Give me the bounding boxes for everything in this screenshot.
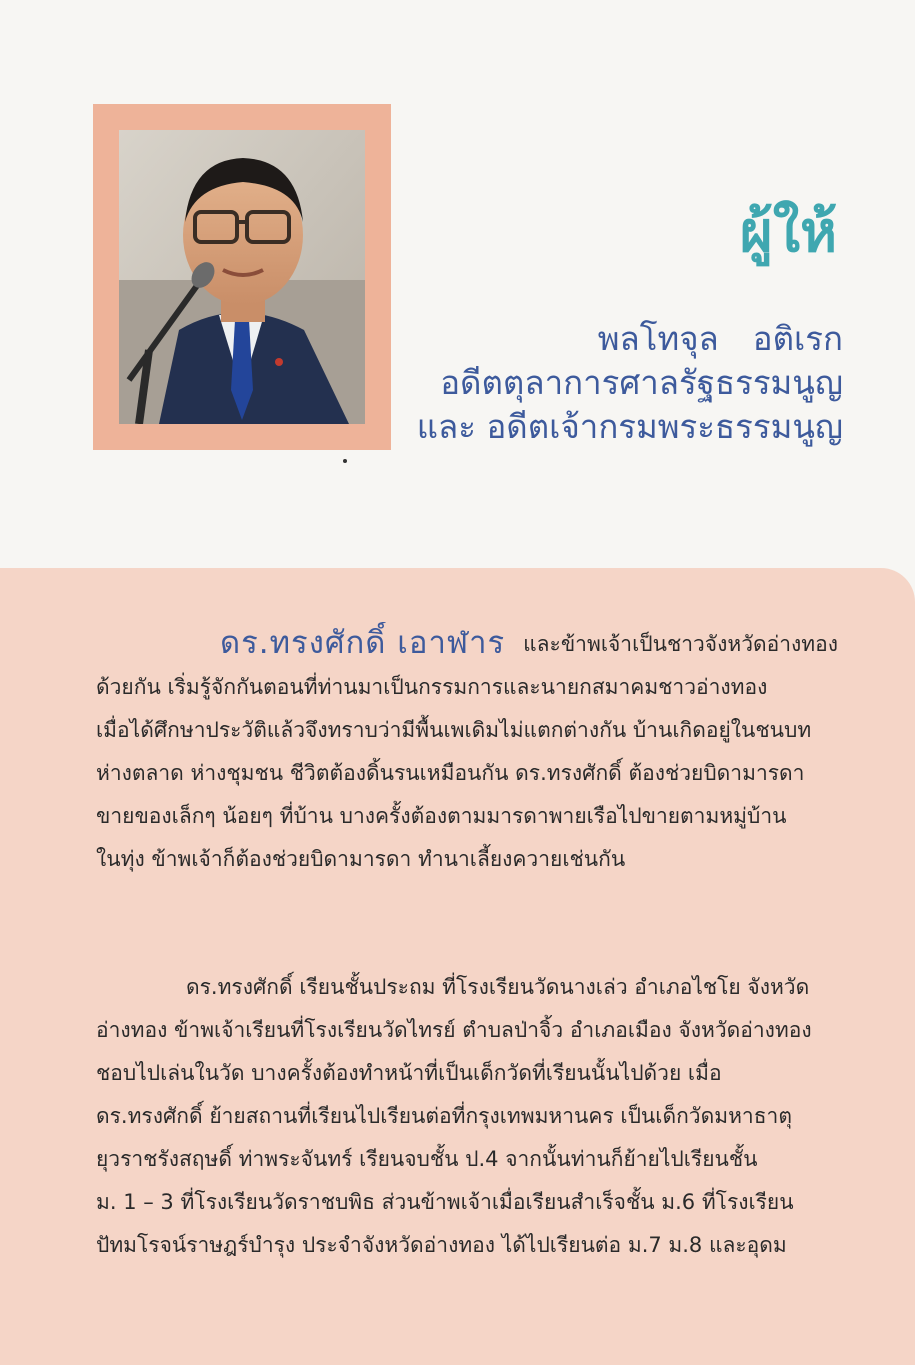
paragraph-2 <box>96 966 838 1267</box>
text-line: ขายของเล็กๆ น้อยๆ ที่บ้าน บางครั้งต้องตามมารดาพายเรือไปขายตามหมู่บ้าน <box>96 804 787 828</box>
text-line: ดร.ทรงศักดิ์ ย้ายสถานที่เรียนไปเรียนต่อที่กรุงเทพมหานคร เป็นเด็กวัดมหาธาตุ <box>96 1104 792 1128</box>
text-line: ปัทมโรจน์ราษฎร์บำรุง ประจำจังหวัดอ่างทอง ได้ไปเรียนต่อ ม.7 ม.8 และอุดม <box>96 1233 787 1257</box>
text-line: เมื่อได้ศึกษาประวัติแล้วจึงทราบว่ามีพื้นเพเดิมไม่แตกต่างกัน บ้านเกิดอยู่ในชนบท <box>96 718 812 742</box>
text-line: ยุวราชรังสฤษดิ์ ท่าพระจันทร์ เรียนจบชั้น ป.4 จากนั้นท่านก็ย้ายไปเรียนชั้น <box>96 1147 758 1171</box>
text-line: ห่างตลาด ห่างชุมชน ชีวิตต้องดิ้นรนเหมือนกัน ดร.ทรงศักดิ์ ต้องช่วยบิดามารดา <box>96 761 805 785</box>
giver-name-first: พลโทจุล <box>597 319 719 358</box>
text-line: อ่างทอง ข้าพเจ้าเรียนที่โรงเรียนวัดไทรย์ ตำบลป่าจิ้ว อำเภอเมือง จังหวัดอ่างทอง <box>96 1018 812 1042</box>
paragraph-1 <box>96 622 838 881</box>
text-line: ชอบไปเล่นในวัด บางครั้งต้องทำหน้าที่เป็นเด็กวัดที่เรียนนั้นไปด้วย เมื่อ <box>96 1061 722 1085</box>
text-line: ด้วยกัน เริ่มรู้จักกันตอนที่ท่านมาเป็นกรรมการและนายกสมาคมชาวอ่างทอง <box>96 675 768 699</box>
giver-name <box>598 316 843 362</box>
text-line: ดร.ทรงศักดิ์ เรียนชั้นประถม ที่โรงเรียนวัดนางเล่ว อำเภอไชโย จังหวัด <box>186 975 810 999</box>
highlight-name: ดร.ทรงศักดิ์ เอาฬาร <box>219 625 506 661</box>
giver-title-line1: อดีตตุลาการศาลรัฐธรรมนูญ <box>440 363 843 402</box>
text-line <box>96 622 838 666</box>
giver-title-line2: และ อดีตเจ้ากรมพระธรรมนูญ <box>416 407 843 446</box>
text-line: ในทุ่ง ข้าพเจ้าก็ต้องช่วยบิดามารดา ทำนาเลี้ยงควายเช่นกัน <box>96 847 626 871</box>
text-line: ม. 1 – 3 ที่โรงเรียนวัดราชบพิธ ส่วนข้าพเจ้าเมื่อเรียนสำเร็จชั้น ม.6 ที่โรงเรียน <box>96 1190 794 1214</box>
text-line-content: และข้าพเจ้าเป็นชาวจังหวัดอ่างทอง <box>523 632 838 656</box>
stray-dot <box>343 459 347 463</box>
portrait-photo <box>119 130 365 424</box>
giver-name-last: อติเรก <box>752 319 843 358</box>
role-heading: ผู้ให้ <box>739 200 837 265</box>
portrait-frame <box>93 104 391 450</box>
